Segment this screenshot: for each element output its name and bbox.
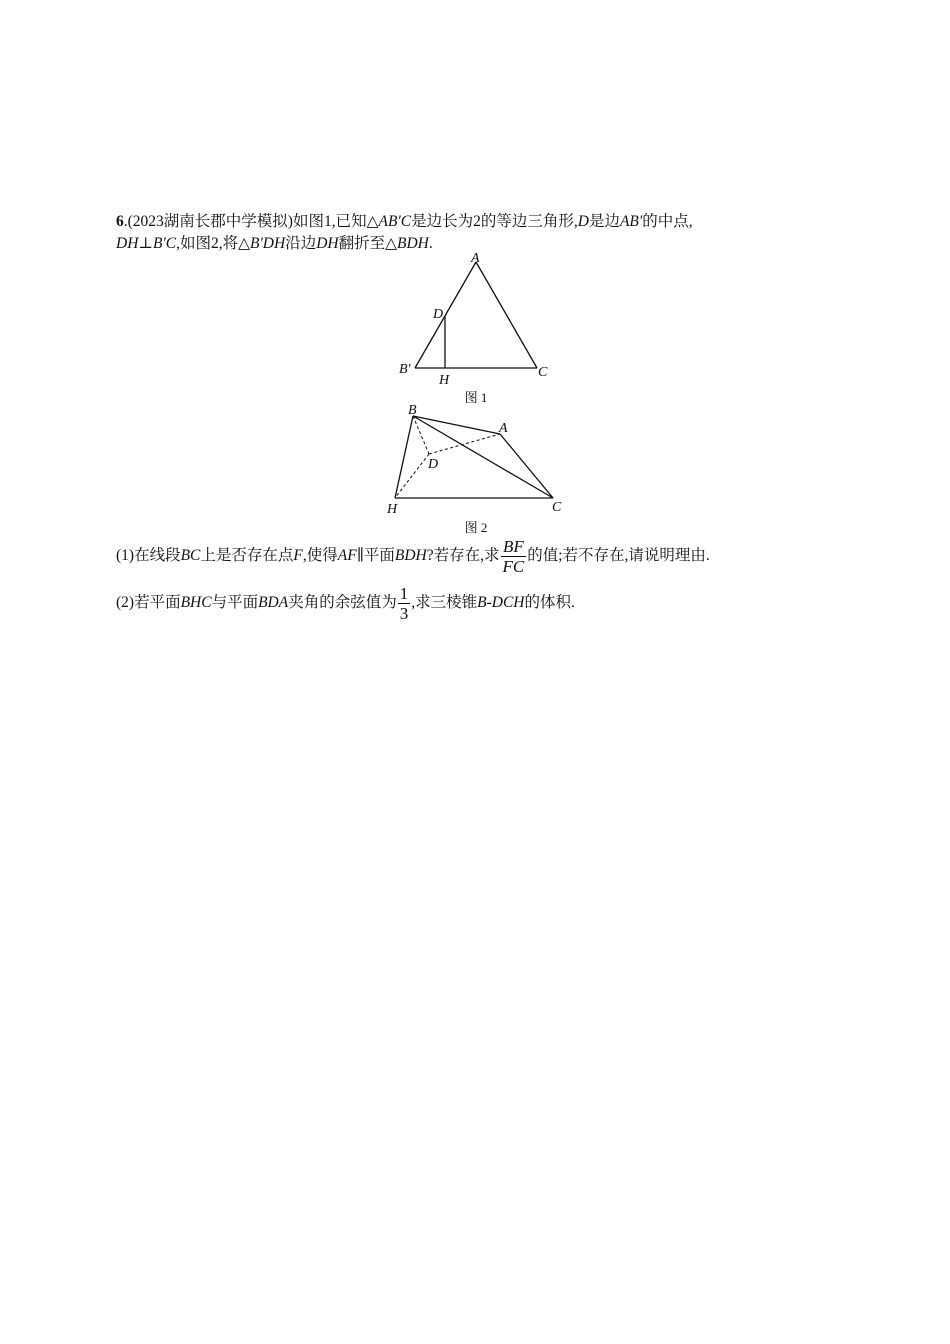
edge-AC <box>500 434 553 498</box>
label-C: C <box>552 500 562 515</box>
math-var: AF <box>337 547 357 564</box>
edge-AC <box>476 262 537 368</box>
math-var: BDH <box>397 235 429 252</box>
part-1 <box>116 534 710 578</box>
text: 翻折至△ <box>338 235 398 252</box>
text: ∥平面 <box>356 547 395 564</box>
perp-symbol: ⊥ <box>138 235 153 252</box>
edge-BD-hidden <box>413 416 429 454</box>
math-var: F <box>293 547 303 564</box>
text: 是边 <box>588 213 620 230</box>
text: 夹角的余弦值为 <box>288 594 397 611</box>
math-var: AB' <box>619 213 643 230</box>
fraction-numerator: 1 <box>399 583 409 603</box>
fraction-one-third <box>398 584 411 623</box>
figure-2-tetrahedron <box>380 400 570 518</box>
text: 与平面 <box>211 594 259 611</box>
math-var: AB'C <box>378 213 412 230</box>
text: 沿边 <box>285 235 317 252</box>
math-var: D <box>577 213 589 230</box>
problem-line-1 <box>116 212 693 232</box>
math-var: DH <box>316 235 339 252</box>
problem-line-2 <box>116 234 433 254</box>
math-var: BHC <box>180 594 212 611</box>
fraction-denominator: 3 <box>399 603 409 623</box>
text: 的中点, <box>642 213 693 230</box>
figure-2-caption: 图 2 <box>464 520 488 535</box>
edge-DA-hidden <box>429 434 500 454</box>
text: (2)若平面 <box>116 594 181 611</box>
label-B-prime: B' <box>399 362 411 377</box>
fraction-numerator: BF <box>501 537 527 557</box>
text: 的体积. <box>524 594 575 611</box>
problem-source: .(2023湖南长郡中学模拟) <box>123 213 293 230</box>
math-var: BC <box>180 547 201 564</box>
label-A: A <box>499 421 508 436</box>
text: . <box>428 235 433 252</box>
text: ,求三棱锥 <box>411 594 478 611</box>
text: ?若存在,求 <box>426 547 500 564</box>
label-D: D <box>433 307 444 322</box>
text: 的值;若不存在,请说明理由. <box>527 547 710 564</box>
fraction-denominator: FC <box>502 556 525 576</box>
text: ,使得 <box>302 547 338 564</box>
math-var: B'C <box>152 235 177 252</box>
math-var: BDH <box>394 547 427 564</box>
label-A: A <box>471 251 480 266</box>
math-var: DH <box>116 235 139 252</box>
fraction-bf-fc <box>501 537 527 576</box>
math-var: B'DH <box>250 235 286 252</box>
text: ,如图2,将△ <box>176 235 251 252</box>
text: 如图1,已知△ <box>292 213 379 230</box>
label-H: H <box>439 373 450 384</box>
text: 上是否存在点 <box>200 547 294 564</box>
edge-BA <box>413 416 500 434</box>
part-2 <box>116 581 575 625</box>
label-H: H <box>387 502 398 517</box>
label-D: D <box>428 457 439 472</box>
figure-1-triangle <box>390 248 560 384</box>
math-var: B-DCH <box>477 594 525 611</box>
problem-number: 6 <box>116 213 124 230</box>
label-B: B <box>408 403 417 418</box>
math-var: BDA <box>258 594 289 611</box>
text: 是边长为2的等边三角形, <box>411 213 578 230</box>
label-C: C <box>538 365 548 380</box>
text: (1)在线段 <box>116 547 181 564</box>
figure-1-caption: 图 1 <box>464 390 488 405</box>
